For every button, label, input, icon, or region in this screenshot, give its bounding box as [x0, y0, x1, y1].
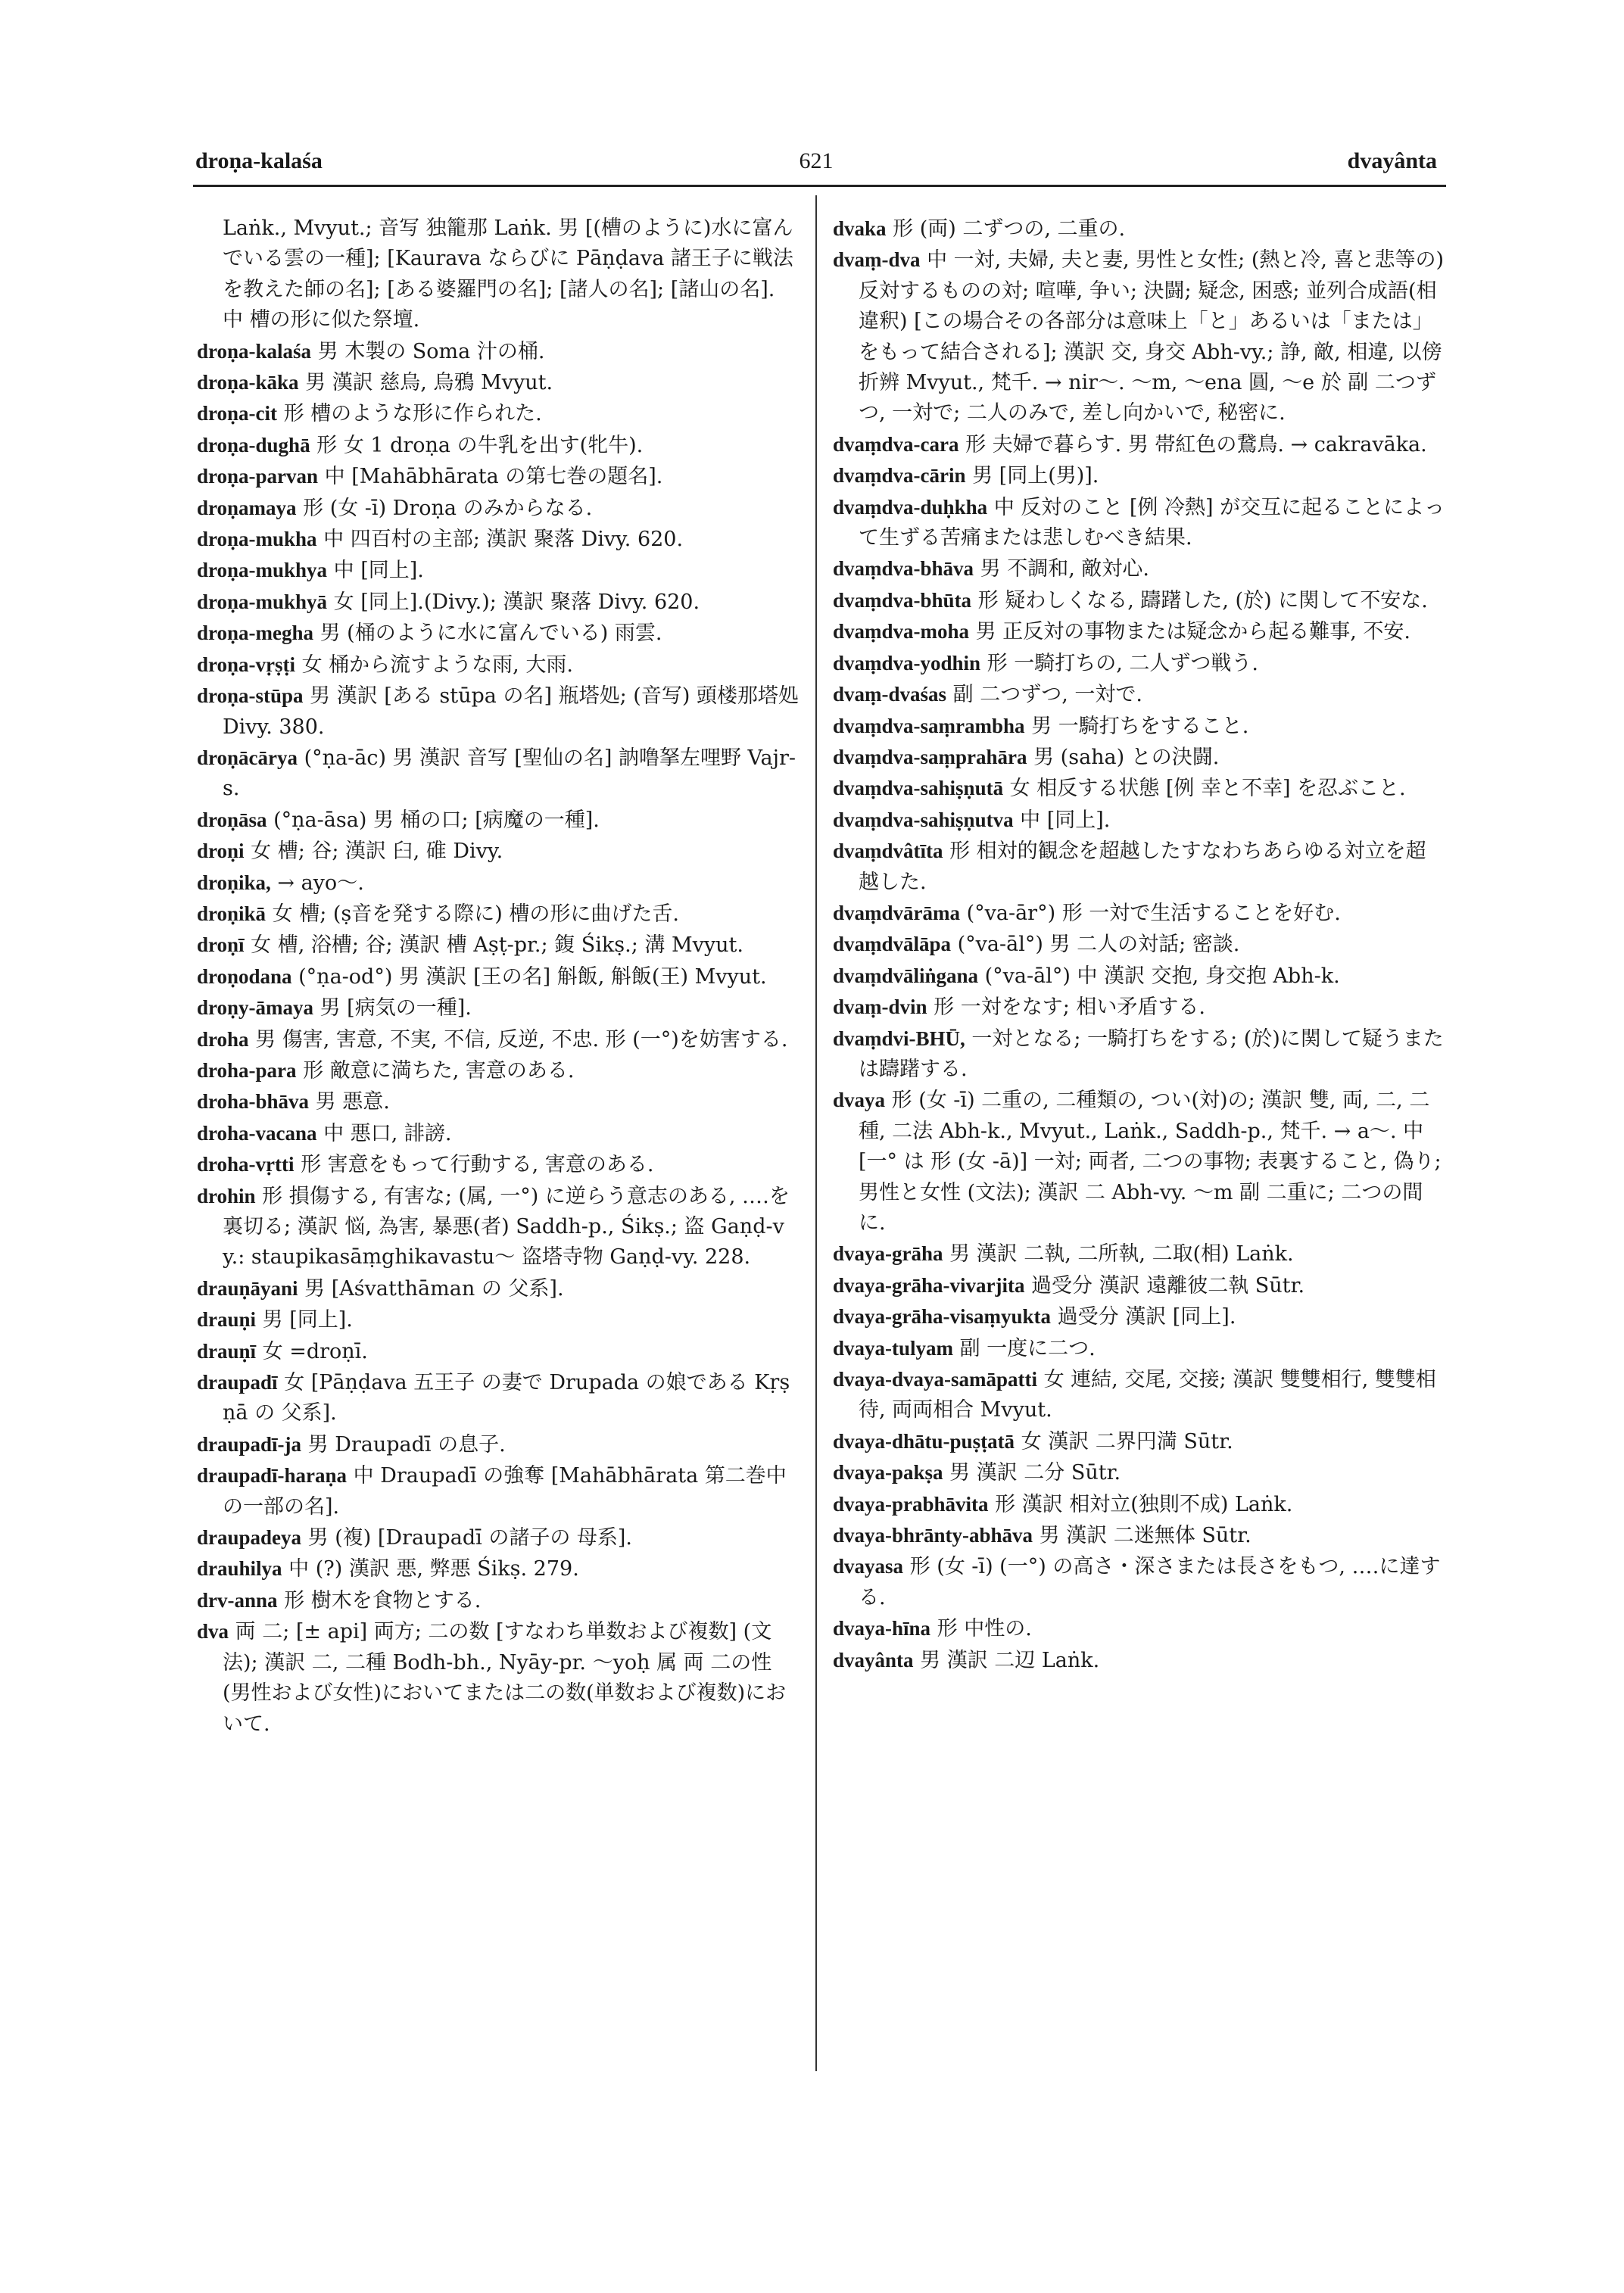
- entry-headword: dvaṃdva-sahiṣṇutva: [833, 808, 1014, 831]
- entry-definition: 中 反対のこと [例 冷熱] が交互に起ることによって生ずる苦痛または悲しむべき結果.: [859, 495, 1445, 550]
- dictionary-entry: [833, 961, 1446, 992]
- entry-headword: dvaṃdva-cārin: [833, 464, 966, 488]
- dictionary-entry: [197, 1616, 799, 1740]
- entry-definition: 形 (両) 二ずつの, 二重の.: [886, 217, 1126, 241]
- dictionary-entry: [197, 1273, 799, 1304]
- entry-headword: droha-para: [197, 1058, 297, 1082]
- dictionary-entry: [197, 1181, 799, 1273]
- dictionary-entry: [197, 805, 799, 836]
- dictionary-entry: [833, 1613, 1446, 1644]
- dictionary-entry: [197, 1553, 799, 1584]
- entry-headword: droṇika,: [197, 871, 271, 894]
- entry-definition: 中 悪口, 誹謗.: [316, 1121, 452, 1145]
- dictionary-entry: [197, 961, 799, 992]
- entry-definition: 形 損傷する, 有害な; (属, 一°) に逆らう意志のある, ‥‥を裏切る; 漢訳 悩, 為害, 暴悪(者) Saddh-p., Śikṣ.; 盗 Gaṇḍ-vy.: staupikasāṃghikavastu～ 盗塔寺物 Gaṇḍ-vy. 228.: [223, 1184, 790, 1270]
- entry-headword: dvaṃdva-cara: [833, 432, 959, 456]
- entry-headword: droṇikā: [197, 902, 267, 925]
- dictionary-entry: [833, 711, 1446, 742]
- entry-headword: dvaṃ-dvin: [833, 995, 927, 1019]
- dictionary-entry: [833, 460, 1446, 491]
- entry-definition: (°ṇa-āc) 男 漢訳 音写 [聖仙の名] 訥噜拏左哩野 Vajr-s.: [223, 746, 796, 801]
- entry-headword: dvaṃ-dva: [833, 248, 921, 272]
- entry-definition: 女 漢訳 二界円満 Sūtr.: [1015, 1429, 1233, 1453]
- entry-headword: dvaṃdva-saṃprahāra: [833, 745, 1027, 768]
- entry-definition: (°va-āl°) 男 二人の対話; 密談.: [951, 933, 1240, 957]
- dictionary-entry: [197, 398, 799, 429]
- entry-headword: dvaṃdvālāpa: [833, 933, 952, 956]
- entry-definition: 男 Draupadī の息子.: [301, 1432, 506, 1456]
- dictionary-entry: [833, 1023, 1446, 1086]
- dictionary-entry: [833, 1270, 1446, 1301]
- dictionary-entry: [833, 773, 1446, 804]
- entry-headword: dvaka: [833, 217, 887, 240]
- entry-definition: → ayo～.: [270, 871, 364, 895]
- entry-definition: 形 害意をもって行動する, 害意のある.: [294, 1153, 654, 1177]
- entry-headword: dvaya-hīna: [833, 1617, 931, 1640]
- running-header: [195, 148, 1437, 179]
- entry-definition: 形 敵意に満ちた, 害意のある.: [296, 1058, 575, 1083]
- entry-definition: 形 疑わしくなる, 躊躇した, (於) に関して不安な.: [971, 588, 1428, 612]
- entry-definition: 男 漢訳 二辺 Laṅk.: [913, 1648, 1100, 1672]
- entry-headword: droha-vacana: [197, 1121, 317, 1145]
- entry-headword: drohin: [197, 1184, 256, 1207]
- dictionary-entry: [197, 836, 799, 867]
- entry-definition: 女 槽, 浴槽; 谷; 漢訳 槽 Aṣṭ-pr.; 鍑 Śikṣ.; 溝 Mvyut.: [244, 933, 743, 958]
- entry-definition: 男 漢訳 [ある stūpa の名] 瓶塔処; (音写) 頭楼那塔処 Divy. 380.: [223, 684, 799, 739]
- entry-headword: droṇamaya: [197, 496, 297, 519]
- entry-definition: 男 漢訳 二迷無体 Sūtr.: [1033, 1524, 1252, 1548]
- entry-definition: 両 二; [± api] 両方; 二の数 [すなわち単数および複数] (文法); 漢訳 二, 二種 Bodh-bh., Nyāy-pr. ～yoḥ 属 両 二の性(男性および女性)においてまたは二の数(単数および複数)において.: [223, 1620, 787, 1736]
- entry-headword: dvaya-grāha-vivarjita: [833, 1273, 1025, 1297]
- left-guide-word: droṇa-kalaśa: [195, 148, 323, 173]
- entry-headword: dvaṃdvāliṅgana: [833, 964, 979, 987]
- dictionary-entry: [197, 899, 799, 930]
- dictionary-entry: [833, 492, 1446, 554]
- entry-headword: droṇa-mukhyā: [197, 590, 328, 613]
- entry-definition: 副 一度に二つ.: [953, 1336, 1096, 1360]
- dictionary-entry: [833, 898, 1446, 929]
- dictionary-entry: [833, 585, 1446, 616]
- dictionary-entry: [833, 429, 1446, 460]
- entry-definition: 形 女 1 droṇa の牛乳を出す(牝牛).: [310, 433, 644, 457]
- entry-headword: dvaṃdva-saṃrambha: [833, 714, 1025, 737]
- entry-definition: 男 漢訳 二執, 二所執, 二取(相) Laṅk.: [943, 1242, 1294, 1266]
- dictionary-entry: [197, 213, 799, 336]
- entry-definition: (°va-āl°) 中 漢訳 交抱, 身交抱 Abh-k.: [978, 964, 1340, 988]
- entry-definition: 男 不調和, 敵対心.: [974, 557, 1149, 581]
- dictionary-entry: [197, 868, 799, 899]
- dictionary-entry: [833, 245, 1446, 428]
- dictionary-entry: [197, 524, 799, 555]
- entry-definition: 形 一騎打ちの, 二人ずつ戦う.: [980, 651, 1258, 675]
- dictionary-entry: [833, 1238, 1446, 1270]
- entry-headword: droṇa-stūpa: [197, 684, 304, 708]
- entry-definition: 男 漢訳 慈烏, 烏鴉 Mvyut.: [298, 371, 553, 395]
- entry-headword: droṇodana: [197, 964, 292, 988]
- entry-headword: droha-vṛtti: [197, 1153, 295, 1176]
- dictionary-entry: [197, 1304, 799, 1335]
- entry-definition: 男 [Aśvatthāman の 父系].: [298, 1276, 564, 1301]
- entry-definition: 男 一騎打ちをすること.: [1024, 714, 1249, 738]
- entry-definition: 一対となる; 一騎打ちをする; (於)に関して疑うまたは躊躇する.: [859, 1027, 1444, 1081]
- entry-definition: (°ṇa-āsa) 男 桶の口; [病魔の一種].: [267, 808, 600, 832]
- entry-definition: 形 槽のような形に作られた.: [277, 402, 542, 426]
- entry-definition: 中 [同上].: [1013, 808, 1111, 832]
- entry-headword: dvayânta: [833, 1648, 914, 1671]
- dictionary-entry: [197, 618, 799, 649]
- dictionary-entry: [833, 1457, 1446, 1488]
- dictionary-entry: [833, 553, 1446, 584]
- entry-headword: drauṇāyani: [197, 1276, 298, 1300]
- entry-headword: droṇa-dughā: [197, 433, 310, 456]
- dictionary-entry: [197, 1118, 799, 1149]
- dictionary-entry: [833, 1085, 1446, 1238]
- dictionary-entry: [197, 1086, 799, 1117]
- entry-headword: droṇa-mukha: [197, 528, 317, 551]
- entry-definition: 中 Draupadī の強奪 [Mahābhārata 第二巻中の一部の名].: [223, 1464, 787, 1519]
- entry-headword: dvaṃdvâtīta: [833, 840, 943, 863]
- entry-headword: dvaya-bhrānty-abhāva: [833, 1524, 1033, 1547]
- entry-definition: 男 (複) [Draupadī の諸子の 母系].: [301, 1526, 633, 1550]
- entry-definition: 男 正反対の事物または疑念から起る難事, 不安.: [969, 620, 1410, 644]
- dictionary-entry: [833, 213, 1446, 245]
- entry-definition: (°va-ār°) 形 一対で生活することを好む.: [960, 901, 1341, 925]
- entry-definition: 女 槽; 谷; 漢訳 臼, 碓 Divy.: [244, 840, 503, 864]
- dictionary-entry: [833, 1333, 1446, 1364]
- dictionary-entry: [197, 555, 799, 586]
- dictionary-entry: [833, 1489, 1446, 1520]
- entry-headword: drauṇi: [197, 1308, 257, 1332]
- dictionary-entry: [833, 805, 1446, 836]
- right-column: [833, 213, 1446, 1676]
- dictionary-entry: [197, 587, 799, 618]
- entry-definition: 女 [同上].(Divy.); 漢訳 聚落 Divy. 620.: [327, 590, 700, 614]
- dictionary-entry: [197, 1585, 799, 1616]
- entry-definition: 男 (saha) との決闘.: [1027, 745, 1220, 769]
- dictionary-entry: [197, 430, 799, 461]
- entry-headword: droṇa-cit: [197, 402, 277, 425]
- entry-headword: dvaya: [833, 1089, 886, 1112]
- entry-headword: droha-bhāva: [197, 1090, 310, 1114]
- entry-definition: 男 [同上].: [256, 1308, 353, 1332]
- entry-headword: dvaya-prabhāvita: [833, 1492, 989, 1516]
- entry-headword: droha: [197, 1027, 249, 1051]
- dictionary-entry: [197, 1367, 799, 1429]
- entry-headword: dvaṃdva-sahiṣṇutā: [833, 777, 1004, 800]
- dictionary-entry: [197, 1460, 799, 1522]
- dictionary-entry: [197, 930, 799, 961]
- column-divider: [815, 195, 817, 2071]
- entry-headword: drauhilya: [197, 1557, 282, 1581]
- page-number: 621: [799, 148, 834, 173]
- dictionary-entry: [197, 1522, 799, 1553]
- entry-definition: 男 木製の Soma 汁の桶.: [311, 339, 545, 363]
- entry-headword: dvaya-grāha-visaṃyukta: [833, 1305, 1052, 1329]
- entry-definition: 過受分 漢訳 遠離彼二執 Sūtr.: [1024, 1273, 1305, 1298]
- entry-definition: 形 夫婦で暮らす. 男 帯紅色の鵞鳥. → cakravāka.: [959, 432, 1427, 456]
- dictionary-entry: [197, 493, 799, 524]
- entry-headword: drv-anna: [197, 1588, 278, 1612]
- entry-headword: draupadeya: [197, 1526, 302, 1550]
- entry-headword: droṇī: [197, 933, 245, 957]
- entry-headword: dvayasa: [833, 1555, 904, 1578]
- dictionary-entry: [833, 992, 1446, 1023]
- entry-headword: droṇa-kāka: [197, 371, 299, 394]
- entry-definition: 女 =droṇī.: [256, 1339, 368, 1363]
- dictionary-entry: [197, 992, 799, 1023]
- entry-headword: droṇi: [197, 840, 245, 863]
- entry-headword: draupadī: [197, 1371, 278, 1394]
- entry-definition: 中 (?) 漢訳 悪, 弊悪 Śikṣ. 279.: [282, 1557, 579, 1581]
- entry-definition: 男 [同上(男)].: [965, 464, 1099, 488]
- dictionary-entry: [833, 1301, 1446, 1332]
- entry-headword: droṇa-megha: [197, 622, 314, 645]
- dictionary-entry: [197, 1429, 799, 1460]
- entry-headword: droṇa-parvan: [197, 465, 319, 488]
- entry-headword: droṇa-vṛṣṭi: [197, 653, 296, 676]
- entry-definition: 男 悪意.: [309, 1090, 390, 1114]
- entry-definition: 中 [Mahābhārata の第七巻の題名].: [318, 465, 663, 489]
- entry-definition: 形 一対をなす; 相い矛盾する.: [927, 995, 1205, 1020]
- entry-headword: dvaṃdva-bhāva: [833, 557, 974, 581]
- entry-definition: 中 四百村の主部; 漢訳 聚落 Divy. 620.: [316, 528, 684, 552]
- entry-headword: drauṇī: [197, 1339, 257, 1363]
- dictionary-entry: [833, 1364, 1446, 1426]
- dictionary-entry: [833, 1520, 1446, 1551]
- entry-headword: droṇācārya: [197, 746, 298, 769]
- entry-headword: draupadī-haraṇa: [197, 1464, 348, 1488]
- entry-definition: 形 (女 -ī) 二重の, 二種類の, つい(対)の; 漢訳 雙, 両, 二, 二種, 二法 Abh-k., Mvyut., Laṅk., Saddh-p., 梵千. → a～. 中 [一° は 形 (女 -ā)] 一対; 両者, 二つの事物; 表裏すること, 偽り; 男性と女性 (文法); 漢訳 二 Abh-vy. ～m 副 二重に; 二つの間に.: [859, 1089, 1442, 1235]
- entry-definition: 男 傷害, 害意, 不実, 不信, 反逆, 不忠. 形 (一°)を妨害する.: [248, 1027, 788, 1051]
- dictionary-entry: [833, 929, 1446, 960]
- entry-headword: droṇāsa: [197, 808, 267, 831]
- dictionary-entry: [197, 336, 799, 367]
- entry-definition: 形 相対的観念を超越したすなわちあらゆる対立を超越した.: [859, 840, 1426, 894]
- dictionary-entry: [197, 1055, 799, 1086]
- entry-headword: draupadī-ja: [197, 1432, 302, 1456]
- entry-headword: dvaṃdva-duḥkha: [833, 495, 988, 519]
- left-column: [197, 213, 799, 1740]
- entry-headword: dva: [197, 1620, 229, 1643]
- entry-headword: droṇy-āmaya: [197, 996, 314, 1020]
- dictionary-entry: [197, 743, 799, 805]
- entry-definition: 女 [Pāṇḍava 五王子 の妻で Drupada の娘である Kṛṣṇā の 父系].: [223, 1371, 790, 1425]
- entry-definition: 男 (桶のように水に富んでいる) 雨雲.: [313, 622, 662, 646]
- entry-headword: dvaya-dhātu-puṣṭatā: [833, 1429, 1015, 1453]
- entry-definition: 過受分 漢訳 [同上].: [1051, 1305, 1236, 1329]
- entry-definition: 形 (女 -ī) (一°) の高さ・深さまたは長さをもつ, ‥‥に達する.: [859, 1555, 1441, 1609]
- dictionary-entry: [833, 648, 1446, 679]
- entry-definition: 男 [病気の一種].: [313, 996, 472, 1020]
- entry-headword: droṇa-mukhya: [197, 559, 328, 582]
- entry-headword: dvaṃ-dvaśas: [833, 683, 947, 706]
- entry-definition: (°ṇa-od°) 男 漢訳 [王の名] 斛飯, 斛飯(王) Mvyut.: [291, 964, 767, 989]
- entry-headword: dvaya-tulyam: [833, 1336, 954, 1360]
- entry-headword: dvaṃdva-moha: [833, 620, 970, 643]
- dictionary-entry: [833, 679, 1446, 710]
- entry-headword: dvaṃdvārāma: [833, 901, 960, 924]
- dictionary-entry: [833, 742, 1446, 773]
- header-rule: [193, 185, 1446, 187]
- entry-headword: dvaya-dvaya-samāpatti: [833, 1368, 1038, 1391]
- entry-definition: 形 (女 -ī) Droṇa のみからなる.: [296, 496, 593, 520]
- dictionary-entry: [197, 681, 799, 743]
- entry-definition: 副 二つずつ, 一対で.: [946, 683, 1142, 707]
- dictionary-entry: [197, 1024, 799, 1055]
- dictionary-entry: [197, 1149, 799, 1180]
- entry-definition: 女 相反する状態 [例 幸と不幸] を忍ぶこと.: [1003, 777, 1406, 801]
- entry-definition: 男 漢訳 二分 Sūtr.: [943, 1461, 1121, 1485]
- dictionary-entry: [833, 1551, 1446, 1613]
- entry-headword: droṇa-kalaśa: [197, 339, 312, 363]
- entry-headword: dvaya-grāha: [833, 1242, 943, 1266]
- entry-headword: dvaya-pakṣa: [833, 1461, 943, 1485]
- entry-definition: 形 樹木を食物とする.: [277, 1588, 482, 1612]
- dictionary-entry: [833, 616, 1446, 647]
- dictionary-entry: [833, 836, 1446, 898]
- entry-headword: dvaṃdva-bhūta: [833, 588, 972, 612]
- dictionary-entry: [833, 1645, 1446, 1676]
- dictionary-entry: [197, 461, 799, 492]
- entry-definition: 形 中性の.: [930, 1617, 1032, 1641]
- entry-definition: 中 一対, 夫婦, 夫と妻, 男性と女性; (熱と冷, 喜と悲等の)反対するものの対; 喧嘩, 争い; 決闘; 疑念, 困惑; 並列合成語(相違釈) [この場合その各部分は意味上「と」あるいは「または」をもって結合される]; 漢訳 交, 身交 Abh-vy.; 諍, 敵, 相違, 以傍折辨 Mvyut., 梵千. → nir～. ～m, ～ena 圓, ～e 於 副 二つずつ, 一対で; 二人のみで, 差し向かいで, 秘密に.: [859, 248, 1445, 425]
- entry-definition: 中 [同上].: [327, 559, 424, 583]
- right-guide-word: dvayânta: [1347, 148, 1437, 173]
- dictionary-entry: [197, 1336, 799, 1367]
- dictionary-entry: [197, 367, 799, 398]
- dictionary-entry: [833, 1426, 1446, 1457]
- dictionary-entry: [197, 650, 799, 681]
- entry-definition: 女 槽; (ṣ音を発する際に) 槽の形に曲げた舌.: [266, 902, 679, 926]
- entry-definition: Laṅk., Mvyut.; 音写 独籠那 Laṅk. 男 [(槽のように)水に富んでいる雲の一種]; [Kaurava ならびに Pāṇḍava 諸王子に戦法を教えた師の名]; [ある婆羅門の名]; [諸人の名]; [諸山の名]. 中 槽の形に似た祭壇.: [223, 217, 793, 332]
- entry-headword: dvaṃdvi-BHŪ,: [833, 1027, 965, 1050]
- entry-headword: dvaṃdva-yodhin: [833, 651, 981, 675]
- entry-definition: 形 漢訳 相対立(独則不成) Laṅk.: [988, 1492, 1293, 1516]
- entry-definition: 女 連結, 交尾, 交接; 漢訳 雙雙相行, 雙雙相待, 両両相合 Mvyut.: [859, 1368, 1436, 1422]
- entry-definition: 女 桶から流すような雨, 大雨.: [295, 653, 573, 677]
